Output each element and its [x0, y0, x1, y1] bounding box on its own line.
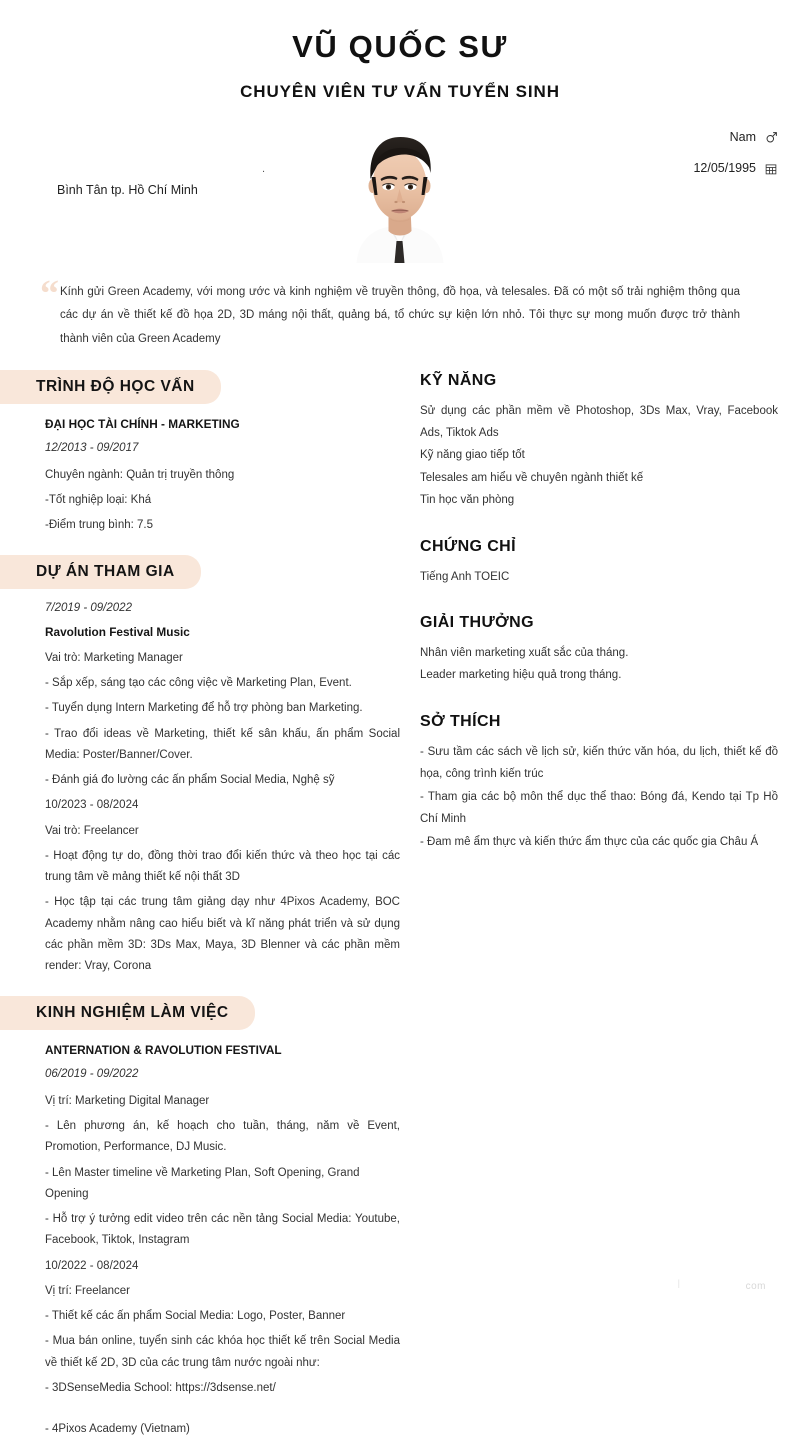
left-column [0, 370, 420, 1444]
section-certificates [420, 538, 778, 588]
education-body [0, 416, 420, 537]
certificate-item: Tiếng Anh TOEIC [420, 570, 510, 583]
quote-icon: “ [40, 272, 59, 315]
project-bullet: - Đánh giá đo lường các ấn phẩm Social Media, Nghệ sỹ [45, 774, 335, 787]
experience-heading: KINH NGHIỆM LÀM VIỆC [0, 996, 255, 1030]
identity-row [0, 121, 800, 271]
hobby-item: - Sưu tầm các sách về lịch sử, kiến thức văn hóa, du lịch, thiết kế đồ họa, công trình kiến trúc [420, 745, 778, 781]
experience-entry [45, 1256, 400, 1441]
location-text: Bình Tân tp. Hồ Chí Minh [57, 182, 198, 197]
hobby-item: - Đam mê ẩm thực và kiến thức ẩm thực của các quốc gia Châu Á [420, 835, 759, 848]
section-projects [0, 555, 420, 978]
experience-bullet: - Mua bán online, tuyển sinh các khóa học thiết kế trên Social Media về thiết kế 2D, 3D của các trung tâm nước ngoài như: [45, 1335, 400, 1369]
project-dates: 7/2019 - 09/2022 [45, 601, 132, 614]
skill-item: Sử dụng các phần mềm về Photoshop, 3Ds Max, Vray, Facebook Ads, Tiktok Ads [420, 404, 778, 439]
award-item: Leader marketing hiệu quả trong tháng. [420, 669, 622, 682]
personal-details [528, 129, 778, 192]
footer-tick: | [677, 1278, 680, 1288]
education-dates: 12/2013 - 09/2017 [45, 442, 139, 455]
education-line: -Điểm trung bình: 7.5 [45, 519, 154, 532]
job-title: CHUYÊN VIÊN TƯ VẤN TUYỂN SINH [240, 81, 560, 101]
experience-dates: 06/2019 - 09/2022 [45, 1068, 139, 1081]
education-school: ĐẠI HỌC TÀI CHÍNH - MARKETING [45, 416, 240, 431]
project-role: Vai trò: Freelancer [45, 824, 139, 837]
footer-watermark: com [745, 1281, 766, 1292]
certificates-heading: CHỨNG CHỈ [420, 537, 516, 555]
experience-bullet: - Hỗ trợ ý tưởng edit video trên các nền tảng Social Media: Youtube, Facebook, Tiktok, Instagram [45, 1213, 400, 1247]
experience-bullet-spacer [45, 1403, 400, 1415]
projects-heading: DỰ ÁN THAM GIA [0, 555, 201, 589]
projects-body [0, 599, 420, 978]
experience-company: ANTERNATION & RAVOLUTION FESTIVAL [45, 1042, 282, 1057]
project-title: Ravolution Festival Music [45, 625, 190, 640]
summary-section [38, 272, 770, 352]
section-experience [0, 996, 420, 1441]
hobby-item: - Tham gia các bộ môn thể dục thể thao: Bóng đá, Kendo tại Tp Hồ Chí Minh [420, 790, 778, 826]
experience-bullet: - Lên phương án, kế hoạch cho tuần, tháng, năm về Event, Promotion, Performance, DJ Music. [45, 1120, 400, 1154]
calendar-icon [764, 162, 778, 176]
avatar [349, 121, 452, 263]
hobbies-heading: SỞ THÍCH [420, 712, 501, 730]
section-education [0, 370, 420, 537]
summary-text: Kính gửi Green Academy, với mong ước và kinh nghiệm về truyền thông, đồ họa, và telesales. Đã có một số trải nghiệm thông qua các dự án về thiết kế đồ họa 2D, 3D máng nội thất, quảng bá, tổ chức sự kiện lớn nhỏ. Tôi thực sự mong muốn được trở thành thành viên của Green Academy [60, 285, 740, 345]
section-awards [420, 614, 778, 687]
education-line: Chuyên ngành: Quản trị truyền thông [45, 468, 235, 481]
gender-male-icon [764, 131, 778, 145]
experience-bullet: - 4Pixos Academy (Vietnam) [45, 1423, 190, 1436]
experience-body [0, 1042, 420, 1441]
skill-item: Kỹ năng giao tiếp tốt [420, 449, 525, 462]
skill-item: Telesales am hiểu về chuyên ngành thiết kế [420, 471, 644, 484]
project-dates: 10/2023 - 08/2024 [45, 799, 139, 812]
experience-role: Vị trí: Marketing Digital Manager [45, 1094, 210, 1107]
right-column [420, 370, 800, 879]
section-skills [420, 372, 778, 512]
project-role: Vai trò: Marketing Manager [45, 651, 183, 664]
portrait-photo-icon [349, 121, 452, 263]
cv-header [0, 0, 800, 103]
skills-heading: KỸ NĂNG [420, 371, 497, 389]
awards-heading: GIẢI THƯỞNG [420, 614, 534, 632]
gender-row [528, 129, 778, 147]
birthdate-row [528, 160, 778, 178]
experience-bullet-link[interactable]: - 3DSenseMedia School: https://3dsense.net/ [45, 1381, 276, 1394]
cv-body [0, 370, 800, 1444]
experience-entry [45, 1042, 400, 1252]
page-title: VŨ QUỐC SƯ [292, 29, 508, 64]
experience-bullet: - Thiết kế các ấn phẩm Social Media: Logo, Poster, Banner [45, 1310, 346, 1323]
award-item: Nhân viên marketing xuất sắc của tháng. [420, 647, 629, 660]
education-line: -Tốt nghiệp loại: Khá [45, 494, 152, 507]
education-heading: TRÌNH ĐỘ HỌC VẤN [0, 370, 221, 404]
project-entry [45, 795, 400, 977]
experience-dates: 10/2022 - 08/2024 [45, 1259, 139, 1272]
project-bullet: - Trao đổi ideas về Marketing, thiết kế sân khấu, ấn phẩm Social Media: Poster/Banner/Cover. [45, 727, 400, 761]
stray-dot: . [261, 162, 265, 175]
gender-value: Nam [729, 129, 756, 144]
location-block [0, 162, 300, 197]
section-hobbies [420, 713, 778, 853]
experience-bullet: - Lên Master timeline về Marketing Plan, Soft Opening, Grand Opening [45, 1166, 360, 1200]
project-bullet: - Tuyển dụng Intern Marketing để hỗ trợ phòng ban Marketing. [45, 702, 363, 715]
experience-role: Vị trí: Freelancer [45, 1284, 130, 1297]
birthdate-value: 12/05/1995 [693, 161, 756, 176]
skill-item: Tin học văn phòng [420, 494, 515, 507]
project-bullet: - Hoạt động tự do, đồng thời trao đổi kiến thức và theo học tại các trung tâm về mảng thiết kế nội thất 3D [45, 849, 400, 884]
project-entry [45, 599, 400, 792]
project-bullet: - Sắp xếp, sáng tạo các công việc về Marketing Plan, Event. [45, 677, 352, 690]
project-bullet: - Học tập tại các trung tâm giảng dạy như 4Pixos Academy, BOC Academy nhằm nâng cao hiểu biết và kĩ năng phát triển và sử dụng các phần mềm 3D: 3Ds Max, Maya, 3D Blenner và các phần mềm render: Vray, Corona [45, 896, 400, 973]
